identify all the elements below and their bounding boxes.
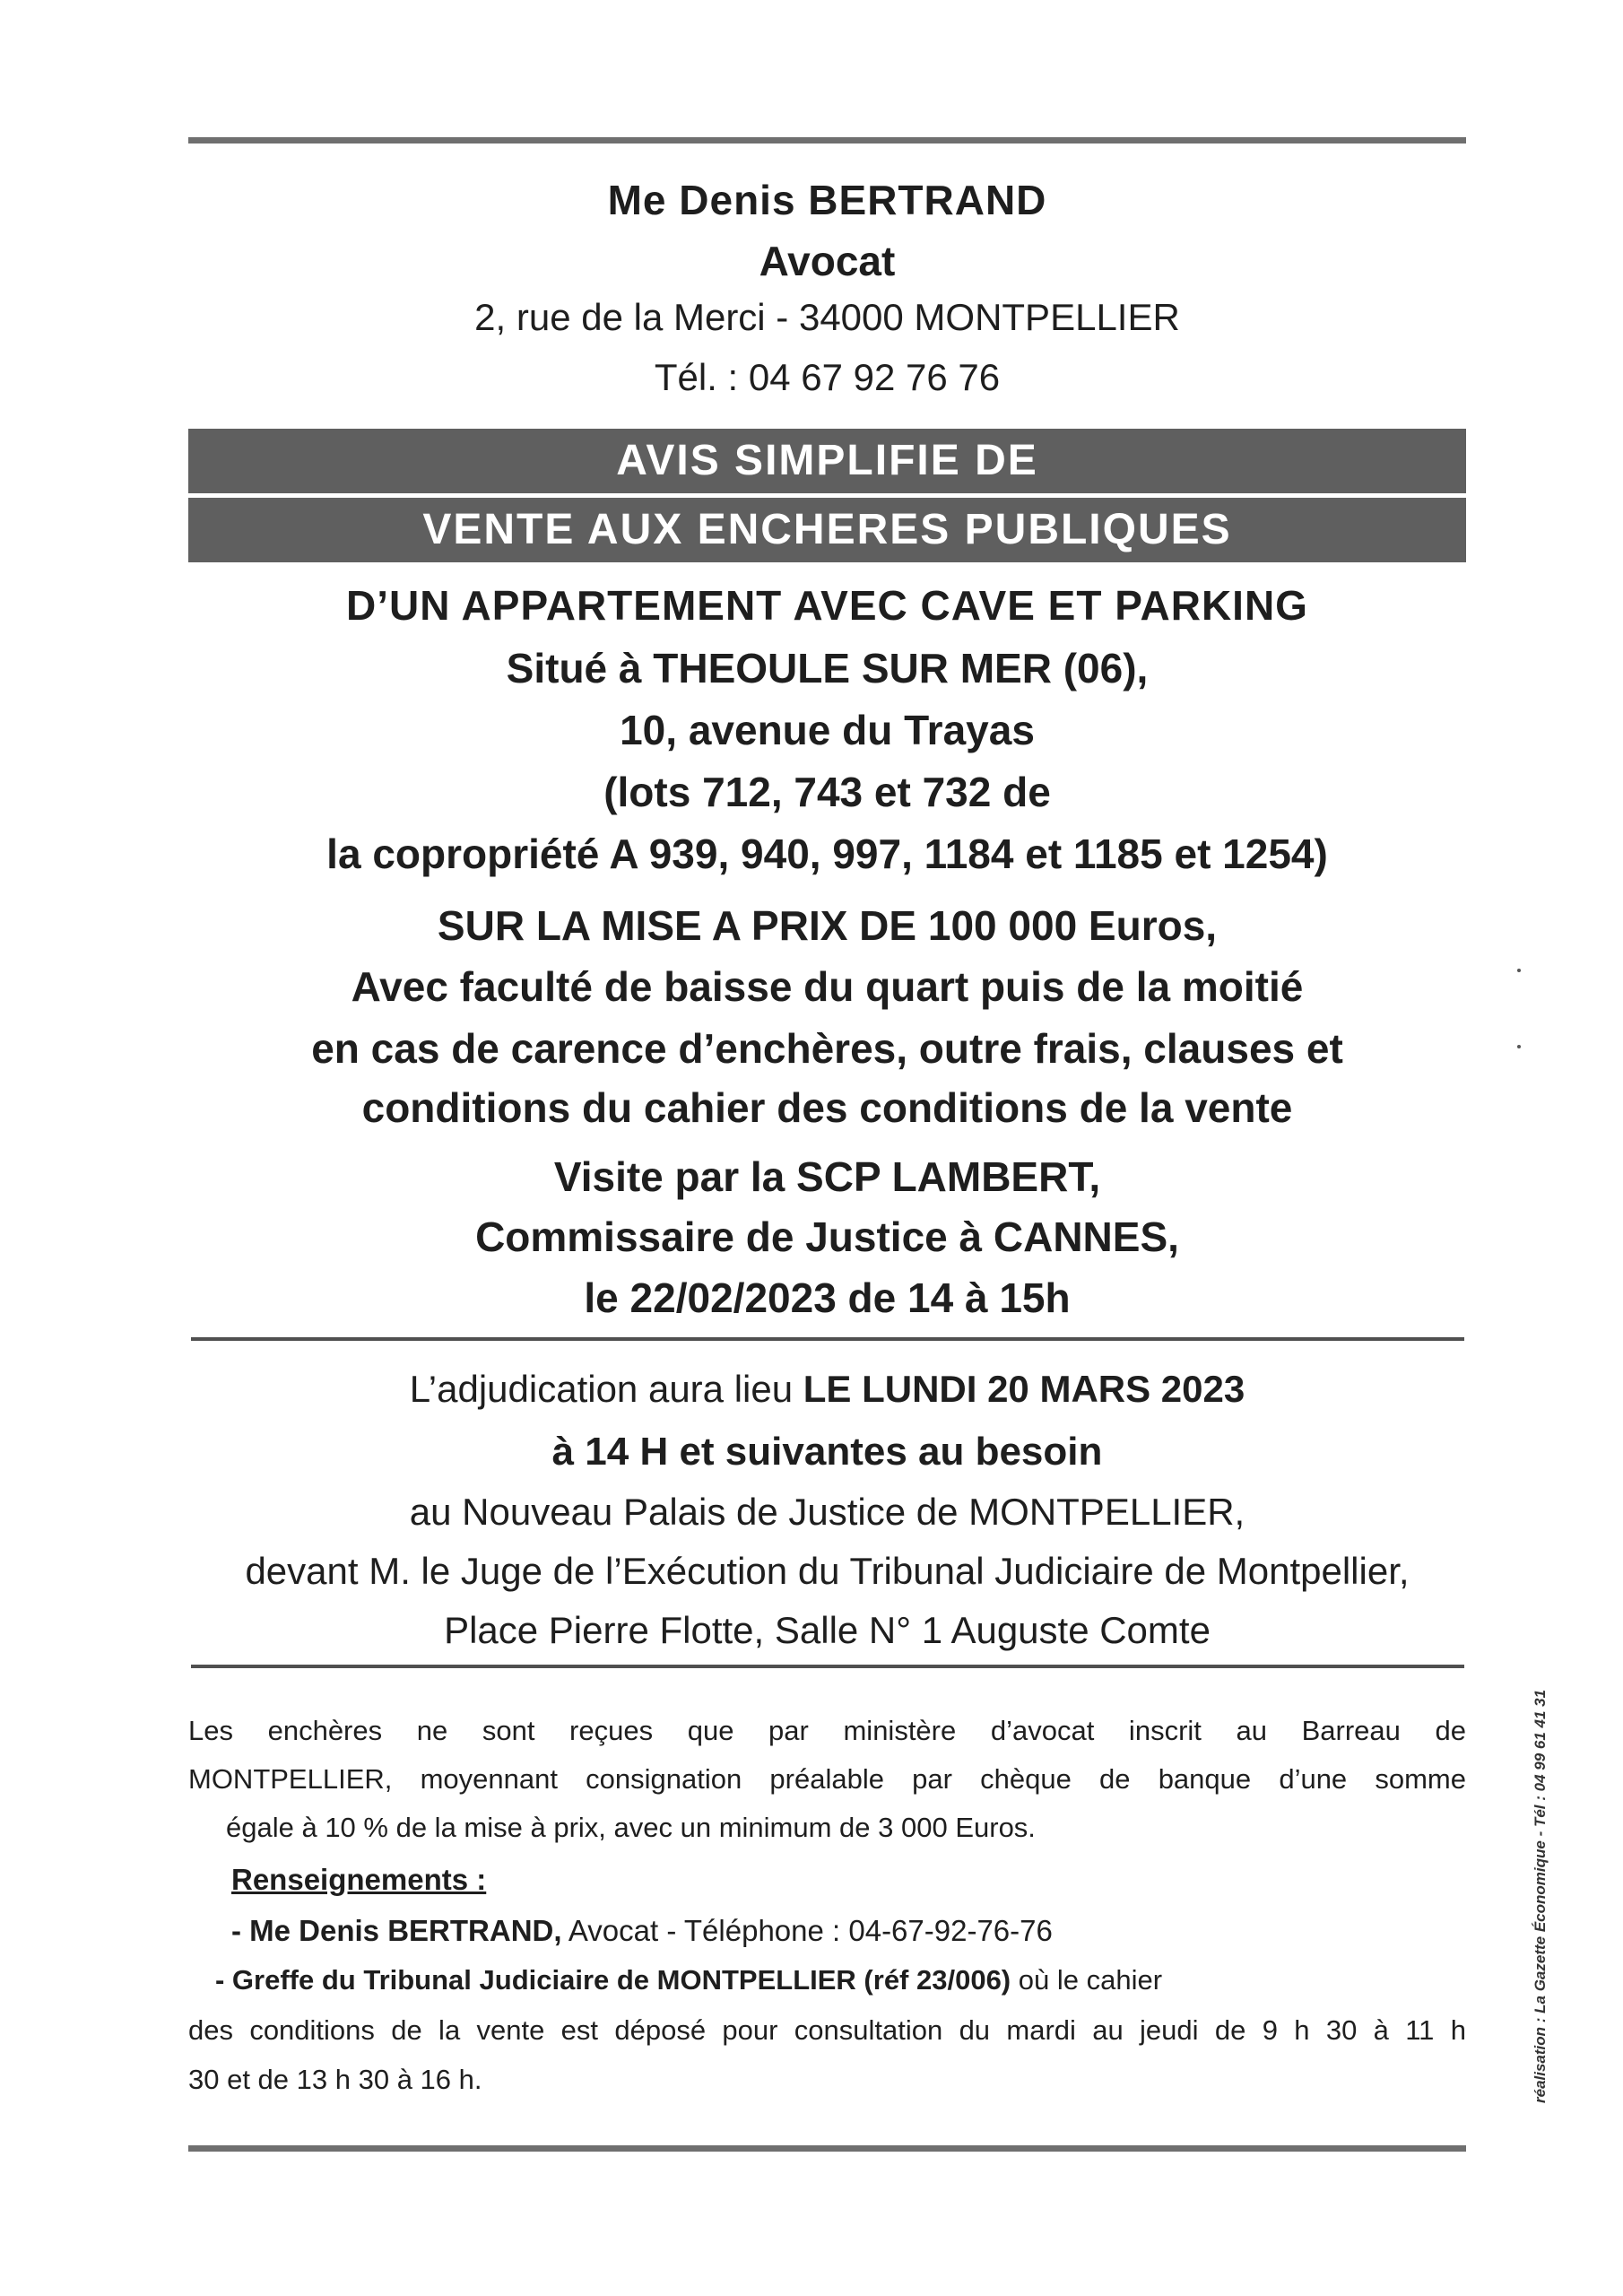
property-location: Situé à THEOULE SUR MER (06), [506,645,1149,691]
side-credit: réalisation : La Gazette Économique - Tél : 04 99 61 41 31 [1532,1689,1549,2103]
lawyer-role: Avocat [759,238,896,284]
price-line-2: Avec faculté de baisse du quart puis de la moitié [351,963,1304,1010]
scan-speck [1517,969,1521,972]
title-banner-line-2: VENTE AUX ENCHERES PUBLIQUES [188,498,1466,562]
adjudication-intro: L’adjudication aura lieu [409,1368,803,1410]
top-rule [188,137,1466,144]
visit-line-2: Commissaire de Justice à CANNES, [475,1213,1179,1260]
lawyer-phone: Tél. : 04 67 92 76 76 [654,356,1001,398]
adjudication-place-1: au Nouveau Palais de Justice de MONTPELLIER, [409,1491,1245,1533]
lawyer-address: 2, rue de la Merci - 34000 MONTPELLIER [474,296,1180,338]
price-line-1: SUR LA MISE A PRIX DE 100 000 Euros, [437,902,1218,949]
info-item-greffe [215,1964,1162,1996]
scan-speck [1517,1045,1521,1048]
property-copro: la copropriété A 939, 940, 997, 1184 et 1185 et 1254) [326,831,1328,877]
info-item-greffe-line-2: des conditions de la vente est déposé pour consultation du mardi au jeudi de 9 h 30 à 11 h [188,2014,1466,2046]
adjudication-place-2: devant M. le Juge de l’Exécution du Tribunal Judiciaire de Montpellier, [245,1550,1410,1592]
info-heading: Renseignements : [231,1863,487,1896]
property-title: D’UN APPARTEMENT AVEC CAVE ET PARKING [346,582,1308,629]
section-divider-2 [191,1665,1464,1668]
lawyer-name: Me Denis BERTRAND [607,177,1047,223]
info-item-lawyer [231,1914,1053,1948]
visit-line-3: le 22/02/2023 de 14 à 15h [584,1274,1071,1321]
adjudication-line [188,1368,1466,1411]
adjudication-time: à 14 H et suivantes au besoin [551,1430,1103,1474]
property-street: 10, avenue du Trayas [620,707,1035,753]
info-item-greffe-rest: où le cahier [1011,1964,1163,1996]
price-line-3: en cas de carence d’enchères, outre frais, clauses et [311,1025,1343,1072]
property-lots: (lots 712, 743 et 732 de [603,769,1051,815]
info-item-greffe-name: - Greffe du Tribunal Judiciaire de MONTPELLIER (réf 23/006) [215,1964,1011,1996]
title-banner-line-1: AVIS SIMPLIFIE DE [188,429,1466,493]
info-item-greffe-line-3: 30 et de 13 h 30 à 16 h. [188,2064,482,2095]
visit-line-1: Visite par la SCP LAMBERT, [553,1153,1101,1200]
conditions-line-1: Les enchères ne sont reçues que par ministère d’avocat inscrit au Barreau de [188,1715,1466,1746]
conditions-line-2: MONTPELLIER, moyennant consignation préalable par chèque de banque d’une somme [188,1763,1466,1795]
adjudication-place-3: Place Pierre Flotte, Salle N° 1 Auguste Comte [444,1609,1211,1651]
adjudication-date: LE LUNDI 20 MARS 2023 [803,1368,1245,1410]
conditions-line-3: égale à 10 % de la mise à prix, avec un minimum de 3 000 Euros. [226,1812,1036,1843]
section-divider-1 [191,1337,1464,1341]
info-item-lawyer-phone: Avocat - Téléphone : 04-67-92-76-76 [561,1914,1053,1947]
bottom-rule [188,2145,1466,2152]
price-line-4: conditions du cahier des conditions de la vente [361,1084,1293,1131]
info-item-lawyer-name: - Me Denis BERTRAND, [231,1914,562,1947]
